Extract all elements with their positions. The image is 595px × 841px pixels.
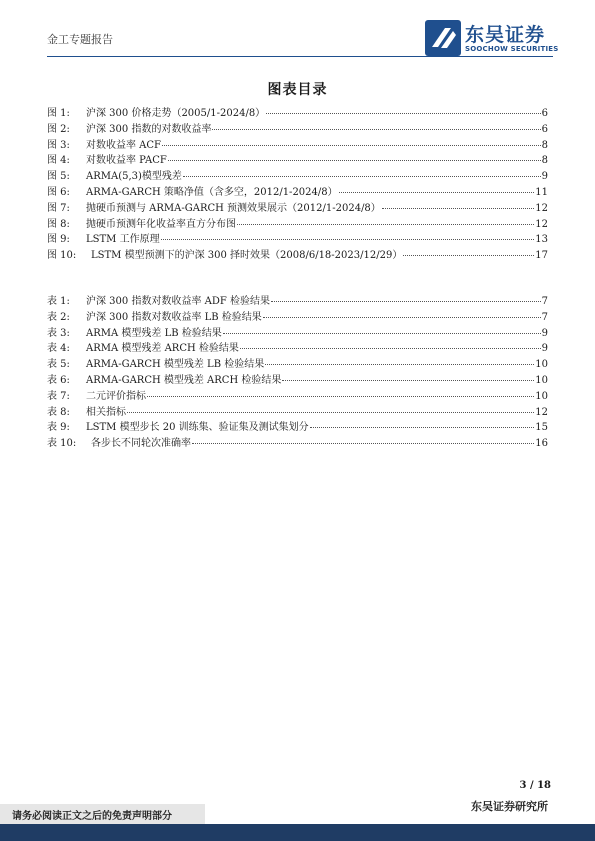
figure-page: 6 bbox=[541, 108, 548, 119]
table-number: 表 3: bbox=[47, 327, 70, 339]
table-title: 相关指标 bbox=[86, 406, 126, 418]
table-entry[interactable] bbox=[47, 292, 548, 308]
dot-leader bbox=[266, 113, 540, 114]
table-page: 10 bbox=[535, 390, 548, 402]
figure-title: LSTM 模型预测下的沪深 300 择时效果（2008/6/18-2023/12/29） bbox=[91, 250, 403, 262]
page-title: 图表目录 bbox=[267, 82, 328, 98]
table-title: ARMA-GARCH 模型残差 LB 检验结果 bbox=[86, 359, 265, 371]
figure-entry[interactable] bbox=[47, 183, 548, 199]
dot-leader bbox=[265, 364, 534, 365]
figure-page: 12 bbox=[535, 202, 548, 214]
dot-leader bbox=[310, 427, 535, 428]
dot-leader bbox=[263, 317, 541, 318]
dot-leader bbox=[147, 396, 534, 397]
table-page: 10 bbox=[535, 374, 548, 386]
brand-logo bbox=[425, 20, 559, 56]
figure-title: 对数收益率 ACF bbox=[86, 139, 161, 151]
dot-leader bbox=[212, 129, 540, 130]
figure-entry[interactable] bbox=[47, 199, 548, 215]
dot-leader bbox=[382, 208, 534, 209]
logo-text-cn: 东吴证券 bbox=[465, 24, 546, 46]
dot-leader bbox=[282, 380, 534, 381]
figure-title: ARMA-GARCH 策略净值（含多空，2012/1-2024/8） bbox=[86, 186, 338, 198]
table-entry[interactable] bbox=[47, 371, 548, 387]
table-page: 16 bbox=[535, 438, 548, 450]
table-entry[interactable] bbox=[47, 418, 548, 434]
figure-entry[interactable] bbox=[47, 151, 548, 167]
figure-entry[interactable] bbox=[47, 104, 548, 120]
table-page: 12 bbox=[535, 406, 548, 418]
figure-page: 17 bbox=[535, 250, 548, 262]
figure-entry[interactable] bbox=[47, 246, 548, 262]
dot-leader bbox=[127, 412, 534, 413]
table-title: 各步长不同轮次准确率 bbox=[91, 438, 191, 450]
dot-leader bbox=[162, 145, 541, 146]
table-entry[interactable] bbox=[47, 403, 548, 419]
header-left-label: 金工专题报告 bbox=[47, 33, 113, 46]
footer-disclaimer-box bbox=[0, 804, 205, 824]
table-number: 表 4: bbox=[47, 343, 70, 355]
table-title: 二元评价指标 bbox=[86, 390, 146, 402]
dot-leader bbox=[237, 224, 534, 225]
table-title: ARMA 模型残差 ARCH 检验结果 bbox=[86, 343, 239, 355]
figure-number: 图 4: bbox=[47, 155, 70, 167]
table-number: 表 1: bbox=[47, 296, 70, 307]
figure-entry[interactable] bbox=[47, 167, 548, 183]
figure-page: 12 bbox=[535, 218, 548, 230]
footer-institute: 东吴证券研究所 bbox=[471, 800, 548, 813]
dot-leader bbox=[403, 255, 534, 256]
table-number: 表 6: bbox=[47, 374, 70, 386]
dot-leader bbox=[339, 192, 535, 193]
table-entry[interactable] bbox=[47, 355, 548, 371]
figure-page: 13 bbox=[535, 234, 548, 246]
figure-title: 抛硬币预测年化收益率直方分布图 bbox=[86, 218, 236, 230]
dot-leader bbox=[161, 239, 535, 240]
dot-leader bbox=[240, 348, 541, 349]
table-number: 表 7: bbox=[47, 390, 70, 402]
figure-number: 图 2: bbox=[47, 123, 70, 135]
table-number: 表 5: bbox=[47, 359, 70, 371]
table-title: 沪深 300 指数对数收益率 LB 检验结果 bbox=[86, 311, 262, 323]
table-page: 9 bbox=[541, 343, 548, 355]
table-number: 表 9: bbox=[47, 422, 70, 434]
figure-number: 图 6: bbox=[47, 186, 70, 198]
table-number: 表 2: bbox=[47, 311, 70, 323]
figure-page: 8 bbox=[541, 139, 548, 151]
table-title: ARMA 模型残差 LB 检验结果 bbox=[86, 327, 222, 339]
table-list bbox=[47, 292, 548, 450]
figure-title: 对数收益率 PACF bbox=[86, 155, 167, 167]
figure-title: ARMA(5,3)模型残差 bbox=[86, 171, 182, 183]
figure-page: 6 bbox=[541, 123, 548, 135]
table-title: LSTM 模型步长 20 训练集、验证集及测试集划分 bbox=[86, 422, 309, 434]
table-page: 10 bbox=[535, 359, 548, 371]
dot-leader bbox=[271, 301, 541, 302]
table-entry[interactable] bbox=[47, 308, 548, 324]
figure-page: 11 bbox=[535, 186, 548, 198]
table-number: 表 8: bbox=[47, 406, 70, 418]
table-title: 沪深 300 指数对数收益率 ADF 检验结果 bbox=[86, 296, 270, 307]
figure-number: 图 8: bbox=[47, 218, 70, 230]
table-entry[interactable] bbox=[47, 434, 548, 450]
soochow-logo-icon bbox=[425, 20, 461, 56]
footer-disclaimer: 请务必阅读正文之后的免责声明部分 bbox=[12, 811, 172, 822]
figure-page: 8 bbox=[541, 155, 548, 167]
table-page: 9 bbox=[541, 327, 548, 339]
figure-title: 沪深 300 指数的对数收益率 bbox=[86, 123, 212, 135]
figure-number: 图 3: bbox=[47, 139, 70, 151]
figure-page: 9 bbox=[541, 171, 548, 183]
figure-entry[interactable] bbox=[47, 136, 548, 152]
logo-text-en: SOOCHOW SECURITIES bbox=[465, 45, 559, 53]
dot-leader bbox=[183, 176, 541, 177]
figure-number: 图 7: bbox=[47, 202, 70, 214]
figure-number: 图 10: bbox=[47, 250, 77, 262]
figure-title: 抛硬币预测与 ARMA-GARCH 预测效果展示（2012/1-2024/8） bbox=[86, 202, 381, 214]
table-page: 7 bbox=[541, 311, 548, 323]
figure-number: 图 9: bbox=[47, 234, 70, 246]
figure-title: 沪深 300 价格走势（2005/1-2024/8） bbox=[86, 108, 266, 119]
table-entry[interactable] bbox=[47, 387, 548, 403]
table-page: 7 bbox=[541, 296, 548, 307]
figure-title: LSTM 工作原理 bbox=[86, 234, 160, 246]
figure-entry[interactable] bbox=[47, 215, 548, 231]
table-title: ARMA-GARCH 模型残差 ARCH 检验结果 bbox=[86, 374, 282, 386]
figure-list bbox=[47, 104, 548, 262]
dot-leader bbox=[192, 443, 534, 444]
figure-entry[interactable] bbox=[47, 230, 548, 246]
table-entry[interactable] bbox=[47, 324, 548, 340]
dot-leader bbox=[223, 333, 541, 334]
footer-band bbox=[0, 824, 595, 841]
header-divider bbox=[47, 56, 553, 57]
table-entry[interactable] bbox=[47, 339, 548, 355]
figure-number: 图 5: bbox=[47, 171, 70, 183]
dot-leader bbox=[168, 160, 541, 161]
figure-entry[interactable] bbox=[47, 120, 548, 136]
figure-number: 图 1: bbox=[47, 108, 70, 119]
table-number: 表 10: bbox=[47, 438, 77, 450]
page-number: 3 / 18 bbox=[519, 780, 551, 791]
table-page: 15 bbox=[535, 422, 548, 434]
